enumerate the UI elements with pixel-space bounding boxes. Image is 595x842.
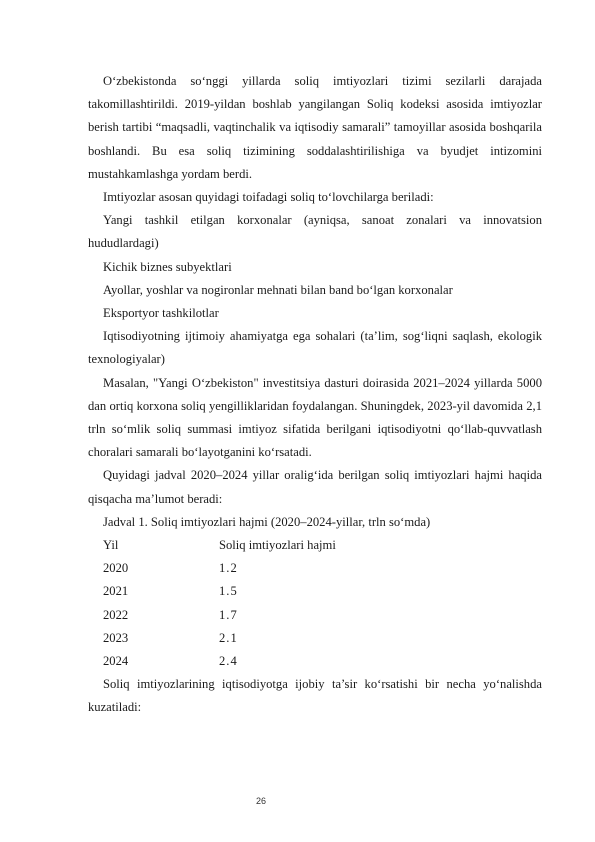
table-row [88, 604, 542, 627]
table-cell-year: 2021 [103, 584, 129, 599]
table-header-year: Yil [103, 538, 119, 553]
document-body [88, 70, 542, 720]
table-caption: Jadval 1. Soliq imtiyozlari hajmi (2020–2024-yillar, trln so‘mda) [103, 514, 431, 529]
table-cell-value: 1.5 [219, 584, 238, 599]
list-item: Iqtisodiyotning ijtimoiy ahamiyatga ega sohalari (ta’lim, sog‘liqni saqlash, ekologik texnologiyalar) [88, 329, 542, 367]
paragraph-example: Masalan, "Yangi O‘zbekiston" investitsiya dasturi doirasida 2021–2024 yillarda 5000 dan ortiq korxona soliq yengilliklaridan foydalangan. Shuningdek, 2023-yil davomida 2,1 trln so‘mlik soliq summasi imtiyoz sifatida berilgani iqtisodiyotni qo‘llab-quvvatlash choralari samarali bo‘layotganini ko‘rsatadi. [88, 375, 542, 460]
list-item: Kichik biznes subyektlari [103, 259, 232, 274]
table-cell-value: 2.1 [219, 630, 238, 645]
page-number: 26 [255, 796, 266, 806]
table-cell-value: 1.7 [219, 607, 238, 622]
table-row [88, 580, 542, 603]
table-row [88, 557, 542, 580]
list-item: Yangi tashkil etilgan korxonalar (ayniqsa, sanoat zonalari va innovatsion hududlardagi) [88, 213, 542, 251]
list-item: Ayollar, yoshlar va nogironlar mehnati bilan band bo‘lgan korxonalar [103, 282, 453, 297]
paragraph-closing: Soliq imtiyozlarining iqtisodiyotga ijobiy ta’sir ko‘rsatishi bir necha yo‘nalishda kuzatiladi: [88, 677, 542, 715]
table-cell-year: 2023 [103, 630, 129, 645]
table-cell-value: 1.2 [219, 561, 238, 576]
data-table [88, 534, 542, 673]
table-header-value: Soliq imtiyozlari hajmi [219, 538, 336, 553]
table-cell-year: 2024 [103, 654, 129, 669]
table-header-row [88, 534, 542, 557]
table-row [88, 627, 542, 650]
paragraph-intro: O‘zbekistonda so‘nggi yillarda soliq imtiyozlari tizimi sezilarli darajada takomillashtirildi. 2019-yildan boshlab yangilangan Soliq kodeksi asosida imtiyozlar berish tartibi “maqsadli, vaqtinchalik va iqtisodiy samarali” tamoyillar asosida boshqarila boshlandi. Bu esa soliq tizimining soddalashtirilishiga va byudjet intizomini mustahkamlashga yordam berdi. [88, 74, 542, 181]
table-cell-year: 2022 [103, 607, 129, 622]
list-item: Eksportyor tashkilotlar [103, 306, 219, 321]
paragraph-categories-intro: Imtiyozlar asosan quyidagi toifadagi soliq to‘lovchilarga beriladi: [103, 190, 434, 205]
table-cell-year: 2020 [103, 561, 129, 576]
table-row [88, 650, 542, 673]
table-cell-value: 2.4 [219, 654, 238, 669]
paragraph-table-intro: Quyidagi jadval 2020–2024 yillar oralig‘ida berilgan soliq imtiyozlari hajmi haqida qisqacha ma’lumot beradi: [88, 468, 542, 506]
